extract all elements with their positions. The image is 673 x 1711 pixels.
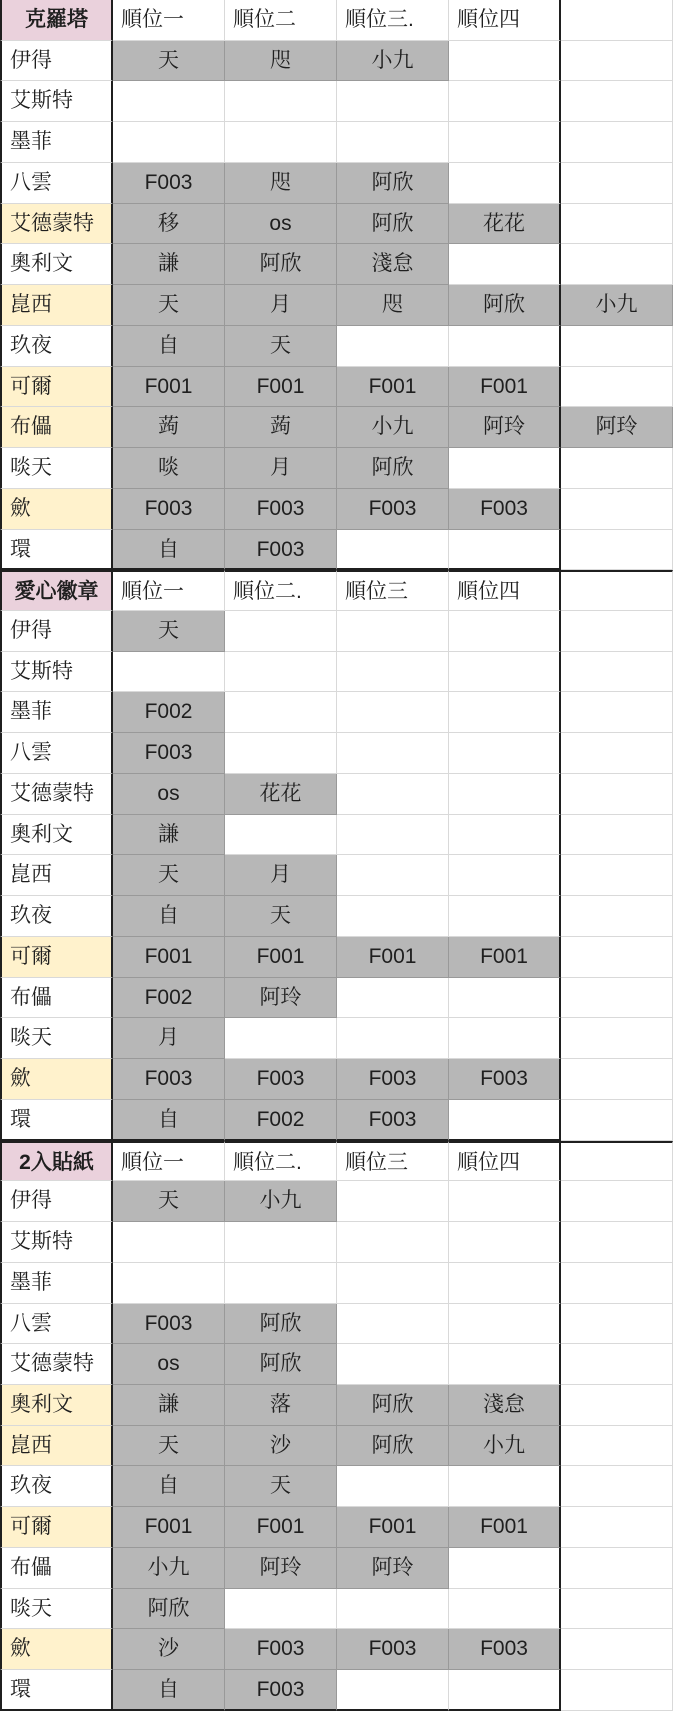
sheet-cell[interactable] [113,81,225,122]
sheet-cell[interactable]: 阿欣 [337,1426,449,1467]
sheet-cell[interactable]: 阿欣 [337,448,449,489]
sheet-cell[interactable] [561,1548,673,1589]
sheet-cell[interactable] [561,530,673,571]
sheet-cell[interactable]: 阿欣 [113,1589,225,1630]
sheet-cell[interactable]: 蒟 [225,407,337,448]
column-header[interactable]: 順位四 [449,1141,561,1182]
row-label[interactable]: 伊得 [0,41,113,82]
sheet-cell[interactable] [449,1263,561,1304]
column-header[interactable]: 順位三. [337,0,449,41]
sheet-cell[interactable]: F003 [113,489,225,530]
sheet-cell[interactable]: 天 [113,611,225,652]
sheet-cell[interactable]: 阿欣 [449,285,561,326]
sheet-cell[interactable]: F001 [225,1507,337,1548]
sheet-cell[interactable] [449,652,561,693]
sheet-cell[interactable] [561,1426,673,1467]
row-label[interactable]: 歛 [0,1059,113,1100]
row-label[interactable]: 可爾 [0,1507,113,1548]
sheet-cell[interactable] [225,815,337,856]
sheet-cell[interactable] [337,692,449,733]
sheet-cell[interactable] [561,163,673,204]
sheet-cell[interactable] [561,367,673,408]
sheet-cell[interactable] [113,652,225,693]
row-label[interactable]: 歛 [0,1629,113,1670]
sheet-cell[interactable] [561,1629,673,1670]
sheet-cell[interactable]: 小九 [449,1426,561,1467]
sheet-cell[interactable]: 啖 [113,448,225,489]
sheet-cell[interactable]: 自 [113,530,225,571]
sheet-cell[interactable] [225,733,337,774]
sheet-cell[interactable] [561,1059,673,1100]
sheet-cell[interactable]: 小九 [113,1548,225,1589]
sheet-cell[interactable]: F001 [449,937,561,978]
sheet-cell[interactable]: 花花 [225,774,337,815]
sheet-cell[interactable] [449,774,561,815]
row-label[interactable]: 墨菲 [0,122,113,163]
sheet-cell[interactable]: F003 [337,1100,449,1141]
sheet-cell[interactable] [449,244,561,285]
sheet-cell[interactable]: 自 [113,1100,225,1141]
sheet-cell[interactable]: 阿欣 [337,163,449,204]
sheet-cell[interactable] [449,978,561,1019]
sheet-cell[interactable]: F003 [449,1629,561,1670]
sheet-cell[interactable] [449,1100,561,1141]
sheet-cell[interactable]: F001 [225,367,337,408]
sheet-cell[interactable] [561,855,673,896]
sheet-cell[interactable] [337,1263,449,1304]
row-label[interactable]: 艾德蒙特 [0,774,113,815]
sheet-cell[interactable] [449,855,561,896]
sheet-cell[interactable] [337,855,449,896]
sheet-cell[interactable] [449,733,561,774]
row-label[interactable]: 艾斯特 [0,1222,113,1263]
sheet-cell[interactable] [561,1181,673,1222]
sheet-cell[interactable] [561,1304,673,1345]
row-label[interactable]: 艾德蒙特 [0,1344,113,1385]
sheet-cell[interactable]: F003 [225,489,337,530]
row-label[interactable]: 啖天 [0,448,113,489]
sheet-cell[interactable] [113,122,225,163]
sheet-cell[interactable]: 月 [225,285,337,326]
sheet-cell[interactable]: F001 [113,367,225,408]
sheet-cell[interactable] [337,1181,449,1222]
sheet-cell[interactable] [337,1222,449,1263]
sheet-cell[interactable]: os [113,774,225,815]
sheet-cell[interactable] [561,244,673,285]
sheet-cell[interactable]: F001 [337,937,449,978]
row-label[interactable]: 艾斯特 [0,81,113,122]
sheet-cell[interactable] [449,41,561,82]
row-label[interactable]: 八雲 [0,1304,113,1345]
sheet-cell[interactable]: 阿欣 [337,1385,449,1426]
sheet-cell[interactable]: 咫 [225,41,337,82]
sheet-cell[interactable]: 小九 [337,407,449,448]
sheet-cell[interactable]: 阿玲 [561,407,673,448]
column-header[interactable]: 順位四 [449,570,561,611]
sheet-cell[interactable]: 阿玲 [337,1548,449,1589]
sheet-cell[interactable]: 沙 [113,1629,225,1670]
sheet-cell[interactable]: F001 [449,1507,561,1548]
row-label[interactable]: 奧利文 [0,244,113,285]
row-label[interactable]: 墨菲 [0,1263,113,1304]
column-header[interactable]: 順位一 [113,0,225,41]
sheet-cell[interactable]: F003 [225,1629,337,1670]
sheet-cell[interactable] [337,733,449,774]
sheet-cell[interactable] [449,692,561,733]
sheet-cell[interactable] [225,692,337,733]
sheet-cell[interactable]: 移 [113,204,225,245]
sheet-cell[interactable] [337,1018,449,1059]
sheet-cell[interactable]: 月 [225,448,337,489]
row-label[interactable]: 伊得 [0,1181,113,1222]
section-title[interactable]: 愛心徽章 [0,570,113,611]
sheet-cell[interactable]: 自 [113,1466,225,1507]
row-label[interactable]: 環 [0,530,113,571]
sheet-cell[interactable] [337,815,449,856]
sheet-cell[interactable] [561,1344,673,1385]
sheet-cell[interactable] [337,896,449,937]
sheet-cell[interactable]: os [113,1344,225,1385]
sheet-cell[interactable]: 小九 [337,41,449,82]
sheet-cell[interactable] [561,326,673,367]
sheet-cell[interactable] [561,1589,673,1630]
row-label[interactable]: 環 [0,1670,113,1711]
sheet-cell[interactable] [337,81,449,122]
sheet-cell[interactable] [561,122,673,163]
sheet-cell[interactable] [561,733,673,774]
sheet-cell[interactable]: F001 [225,937,337,978]
sheet-cell[interactable]: 月 [225,855,337,896]
row-label[interactable]: 崑西 [0,285,113,326]
sheet-cell[interactable] [225,1263,337,1304]
sheet-cell[interactable] [449,611,561,652]
row-label[interactable]: 歛 [0,489,113,530]
row-label[interactable]: 環 [0,1100,113,1141]
column-header[interactable]: 順位二. [225,1141,337,1182]
sheet-cell[interactable]: F001 [337,1507,449,1548]
sheet-cell[interactable]: 阿欣 [225,244,337,285]
sheet-cell[interactable]: 咫 [337,285,449,326]
sheet-cell[interactable]: 蒟 [113,407,225,448]
sheet-cell[interactable] [225,81,337,122]
row-label[interactable]: 布儡 [0,1548,113,1589]
sheet-cell[interactable] [449,1018,561,1059]
sheet-cell[interactable] [449,896,561,937]
row-label[interactable]: 伊得 [0,611,113,652]
sheet-cell[interactable]: F001 [113,1507,225,1548]
row-label[interactable]: 啖天 [0,1589,113,1630]
sheet-cell[interactable]: F003 [113,733,225,774]
column-header[interactable]: 順位二. [225,570,337,611]
sheet-cell[interactable]: 沙 [225,1426,337,1467]
sheet-cell[interactable] [337,1304,449,1345]
sheet-cell[interactable] [561,1507,673,1548]
row-label[interactable]: 奧利文 [0,1385,113,1426]
row-label[interactable]: 艾斯特 [0,652,113,693]
column-header[interactable]: 順位三 [337,1141,449,1182]
sheet-cell[interactable]: os [225,204,337,245]
sheet-cell[interactable] [561,489,673,530]
sheet-cell[interactable]: 天 [225,326,337,367]
sheet-cell[interactable]: 天 [225,1466,337,1507]
sheet-cell[interactable]: 阿玲 [225,1548,337,1589]
sheet-cell[interactable] [561,1018,673,1059]
sheet-cell[interactable] [449,448,561,489]
sheet-cell[interactable] [225,122,337,163]
sheet-cell[interactable] [449,1466,561,1507]
sheet-cell[interactable]: 天 [113,1426,225,1467]
sheet-cell[interactable] [337,1466,449,1507]
sheet-cell[interactable]: 小九 [561,285,673,326]
sheet-cell[interactable]: 落 [225,1385,337,1426]
sheet-cell[interactable] [561,692,673,733]
sheet-cell[interactable] [561,204,673,245]
sheet-cell[interactable]: F003 [113,1059,225,1100]
column-header[interactable]: 順位二 [225,0,337,41]
sheet-cell[interactable] [449,163,561,204]
row-label[interactable]: 崑西 [0,1426,113,1467]
sheet-cell[interactable]: F002 [113,978,225,1019]
sheet-cell[interactable] [449,1222,561,1263]
row-label[interactable]: 墨菲 [0,692,113,733]
sheet-cell[interactable] [449,81,561,122]
sheet-cell[interactable] [449,1548,561,1589]
sheet-cell[interactable]: 月 [113,1018,225,1059]
sheet-cell[interactable] [561,1263,673,1304]
row-label[interactable]: 布儡 [0,978,113,1019]
sheet-cell[interactable] [561,978,673,1019]
sheet-cell[interactable]: 淺怠 [449,1385,561,1426]
sheet-cell[interactable] [337,1589,449,1630]
sheet-cell[interactable] [449,1181,561,1222]
sheet-cell[interactable]: F002 [225,1100,337,1141]
sheet-cell[interactable]: F003 [337,1059,449,1100]
sheet-cell[interactable] [561,774,673,815]
sheet-cell[interactable]: 天 [113,41,225,82]
sheet-cell[interactable] [337,1344,449,1385]
sheet-cell[interactable] [449,1344,561,1385]
sheet-cell[interactable] [561,1141,673,1182]
sheet-cell[interactable]: F003 [225,1670,337,1711]
sheet-cell[interactable]: 天 [113,855,225,896]
sheet-cell[interactable]: F003 [337,489,449,530]
sheet-cell[interactable] [561,1222,673,1263]
sheet-cell[interactable]: F003 [225,530,337,571]
sheet-cell[interactable]: 阿玲 [449,407,561,448]
sheet-cell[interactable]: F003 [337,1629,449,1670]
sheet-cell[interactable] [225,1018,337,1059]
sheet-cell[interactable]: F003 [449,1059,561,1100]
sheet-cell[interactable] [449,326,561,367]
sheet-cell[interactable]: 天 [225,896,337,937]
sheet-cell[interactable]: 自 [113,896,225,937]
sheet-cell[interactable]: 阿玲 [225,978,337,1019]
sheet-cell[interactable] [561,81,673,122]
sheet-cell[interactable] [113,1263,225,1304]
sheet-cell[interactable] [449,815,561,856]
sheet-cell[interactable] [561,41,673,82]
sheet-cell[interactable] [561,0,673,41]
row-label[interactable]: 奧利文 [0,815,113,856]
sheet-cell[interactable]: F001 [337,367,449,408]
sheet-cell[interactable]: 謙 [113,244,225,285]
sheet-cell[interactable]: 自 [113,326,225,367]
sheet-cell[interactable]: 咫 [225,163,337,204]
sheet-cell[interactable] [561,611,673,652]
sheet-cell[interactable] [337,326,449,367]
sheet-cell[interactable] [225,1222,337,1263]
row-label[interactable]: 可爾 [0,937,113,978]
row-label[interactable]: 八雲 [0,733,113,774]
row-label[interactable]: 玖夜 [0,326,113,367]
sheet-cell[interactable]: 自 [113,1670,225,1711]
sheet-cell[interactable] [337,774,449,815]
sheet-cell[interactable]: 天 [113,285,225,326]
sheet-cell[interactable]: F003 [113,1304,225,1345]
sheet-cell[interactable]: 謙 [113,1385,225,1426]
column-header[interactable]: 順位三 [337,570,449,611]
sheet-cell[interactable] [337,652,449,693]
sheet-cell[interactable] [337,122,449,163]
sheet-cell[interactable] [561,1100,673,1141]
row-label[interactable]: 艾德蒙特 [0,204,113,245]
sheet-cell[interactable] [449,122,561,163]
sheet-cell[interactable] [337,530,449,571]
sheet-cell[interactable] [561,448,673,489]
row-label[interactable]: 崑西 [0,855,113,896]
section-title[interactable]: 克羅塔 [0,0,113,41]
section-title[interactable]: 2入貼紙 [0,1141,113,1182]
sheet-cell[interactable]: 天 [113,1181,225,1222]
sheet-cell[interactable]: 阿欣 [337,204,449,245]
sheet-cell[interactable] [225,1589,337,1630]
sheet-cell[interactable]: F001 [113,937,225,978]
row-label[interactable]: 玖夜 [0,896,113,937]
row-label[interactable]: 玖夜 [0,1466,113,1507]
sheet-cell[interactable]: 謙 [113,815,225,856]
sheet-cell[interactable] [449,1670,561,1711]
sheet-cell[interactable] [225,611,337,652]
row-label[interactable]: 可爾 [0,367,113,408]
sheet-cell[interactable] [561,570,673,611]
column-header[interactable]: 順位四 [449,0,561,41]
sheet-cell[interactable] [449,530,561,571]
sheet-cell[interactable]: 淺怠 [337,244,449,285]
row-label[interactable]: 布儡 [0,407,113,448]
sheet-cell[interactable] [561,937,673,978]
sheet-cell[interactable] [561,815,673,856]
sheet-cell[interactable] [449,1304,561,1345]
row-label[interactable]: 啖天 [0,1018,113,1059]
sheet-cell[interactable]: 小九 [225,1181,337,1222]
sheet-cell[interactable]: 阿欣 [225,1344,337,1385]
column-header[interactable]: 順位一 [113,570,225,611]
sheet-cell[interactable]: 花花 [449,204,561,245]
sheet-cell[interactable] [225,652,337,693]
column-header[interactable]: 順位一 [113,1141,225,1182]
sheet-cell[interactable] [337,611,449,652]
sheet-cell[interactable]: F003 [449,489,561,530]
sheet-cell[interactable] [561,896,673,937]
sheet-cell[interactable]: F001 [449,367,561,408]
sheet-cell[interactable] [561,652,673,693]
sheet-cell[interactable] [337,1670,449,1711]
sheet-cell[interactable]: F003 [113,163,225,204]
sheet-cell[interactable] [113,1222,225,1263]
sheet-cell[interactable] [561,1466,673,1507]
sheet-cell[interactable] [449,1589,561,1630]
sheet-cell[interactable] [561,1385,673,1426]
sheet-cell[interactable]: F002 [113,692,225,733]
sheet-cell[interactable] [337,978,449,1019]
sheet-cell[interactable]: F003 [225,1059,337,1100]
sheet-cell[interactable] [561,1670,673,1711]
row-label[interactable]: 八雲 [0,163,113,204]
sheet-cell[interactable]: 阿欣 [225,1304,337,1345]
